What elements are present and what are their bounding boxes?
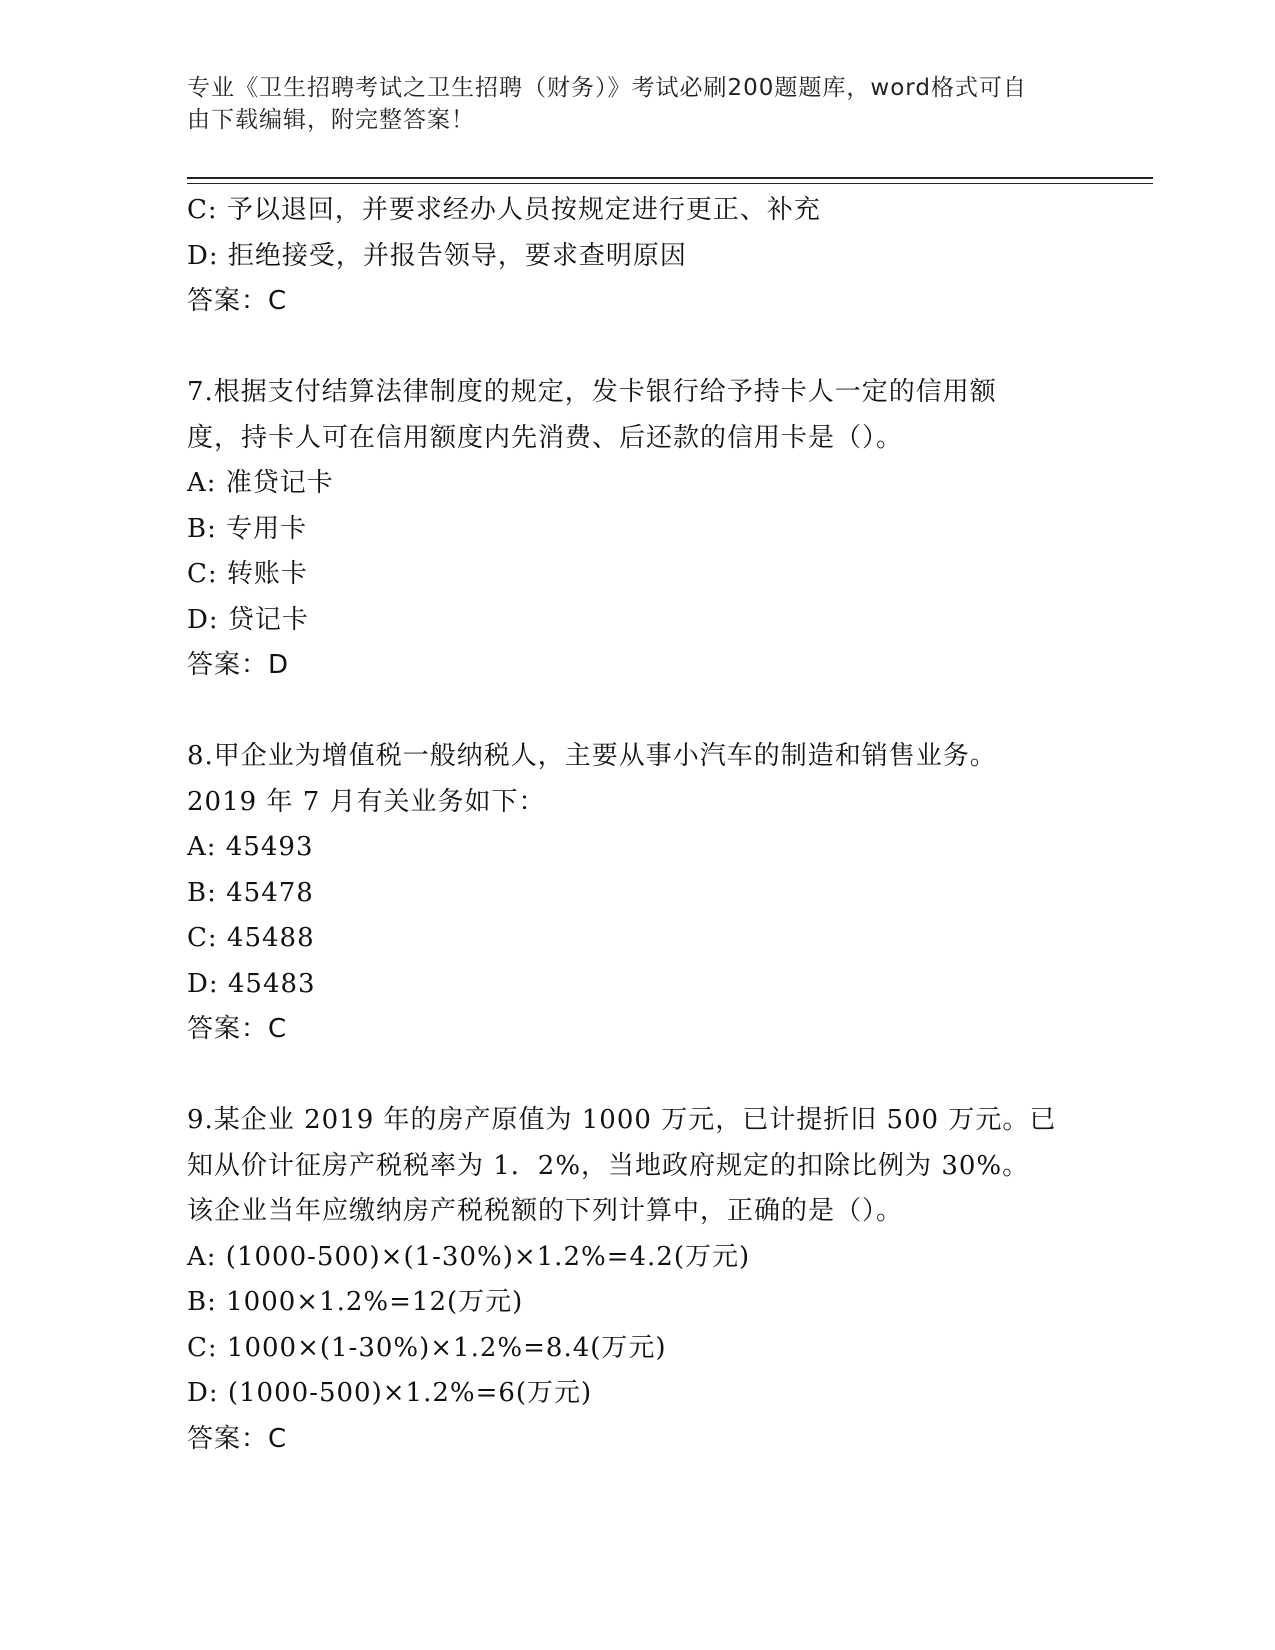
option-d: D: 贷记卡	[187, 604, 309, 635]
option-a: A: 45493	[187, 832, 314, 862]
question-stem: 7.根据支付结算法律制度的规定，发卡银行给予持卡人一定的信用额	[187, 377, 997, 407]
question-stem: 度，持卡人可在信用额度内先消费、后还款的信用卡是（）。	[187, 422, 904, 453]
answer-line: 答案：D	[187, 650, 290, 680]
question-stem: 9.某企业 2019 年的房产原值为 1000 万元，已计提折旧 500 万元。已	[187, 1105, 1057, 1135]
document-header	[187, 72, 1067, 136]
question-6-tail	[187, 188, 1067, 325]
question-9	[187, 1098, 1067, 1462]
question-7	[187, 370, 1067, 689]
header-divider-thick	[187, 177, 1153, 179]
option-c: C: 45488	[187, 923, 315, 953]
option-c: C: 予以退回，并要求经办人员按规定进行更正、补充	[187, 195, 821, 225]
question-stem: 2019 年 7 月有关业务如下：	[187, 786, 546, 817]
header-line-2: 由下载编辑，附完整答案！	[187, 107, 475, 133]
option-b: B: 专用卡	[187, 513, 308, 544]
question-8	[187, 734, 1067, 1053]
answer-line: 答案：C	[187, 286, 288, 316]
option-a: A: (1000-500)×(1-30%)×1.2%=4.2(万元)	[187, 1241, 751, 1272]
option-d: D: (1000-500)×1.2%=6(万元)	[187, 1378, 593, 1408]
spacer	[187, 325, 1067, 371]
option-b: B: 1000×1.2%=12(万元)	[187, 1287, 524, 1317]
header-divider-thin	[187, 183, 1153, 184]
question-stem: 知从价计征房产税税率为 1．2%，当地政府规定的扣除比例为 30%。	[187, 1150, 1030, 1181]
option-c: C: 转账卡	[187, 559, 308, 589]
header-line-1: 专业《卫生招聘考试之卫生招聘（财务）》考试必刷200题题库，word格式可自	[187, 75, 1027, 101]
spacer	[187, 689, 1067, 735]
option-b: B: 45478	[187, 877, 314, 908]
option-d: D: 拒绝接受，并报告领导，要求查明原因	[187, 240, 687, 271]
question-stem: 该企业当年应缴纳房产税税额的下列计算中，正确的是（）。	[187, 1196, 904, 1226]
spacer	[187, 1053, 1067, 1099]
question-list	[187, 188, 1067, 1462]
answer-line: 答案：C	[187, 1423, 288, 1454]
answer-line: 答案：C	[187, 1014, 288, 1044]
question-stem: 8.甲企业为增值税一般纳税人，主要从事小汽车的制造和销售业务。	[187, 741, 997, 771]
option-c: C: 1000×(1-30%)×1.2%=8.4(万元)	[187, 1332, 667, 1363]
option-d: D: 45483	[187, 968, 316, 999]
option-a: A: 准贷记卡	[187, 468, 334, 498]
